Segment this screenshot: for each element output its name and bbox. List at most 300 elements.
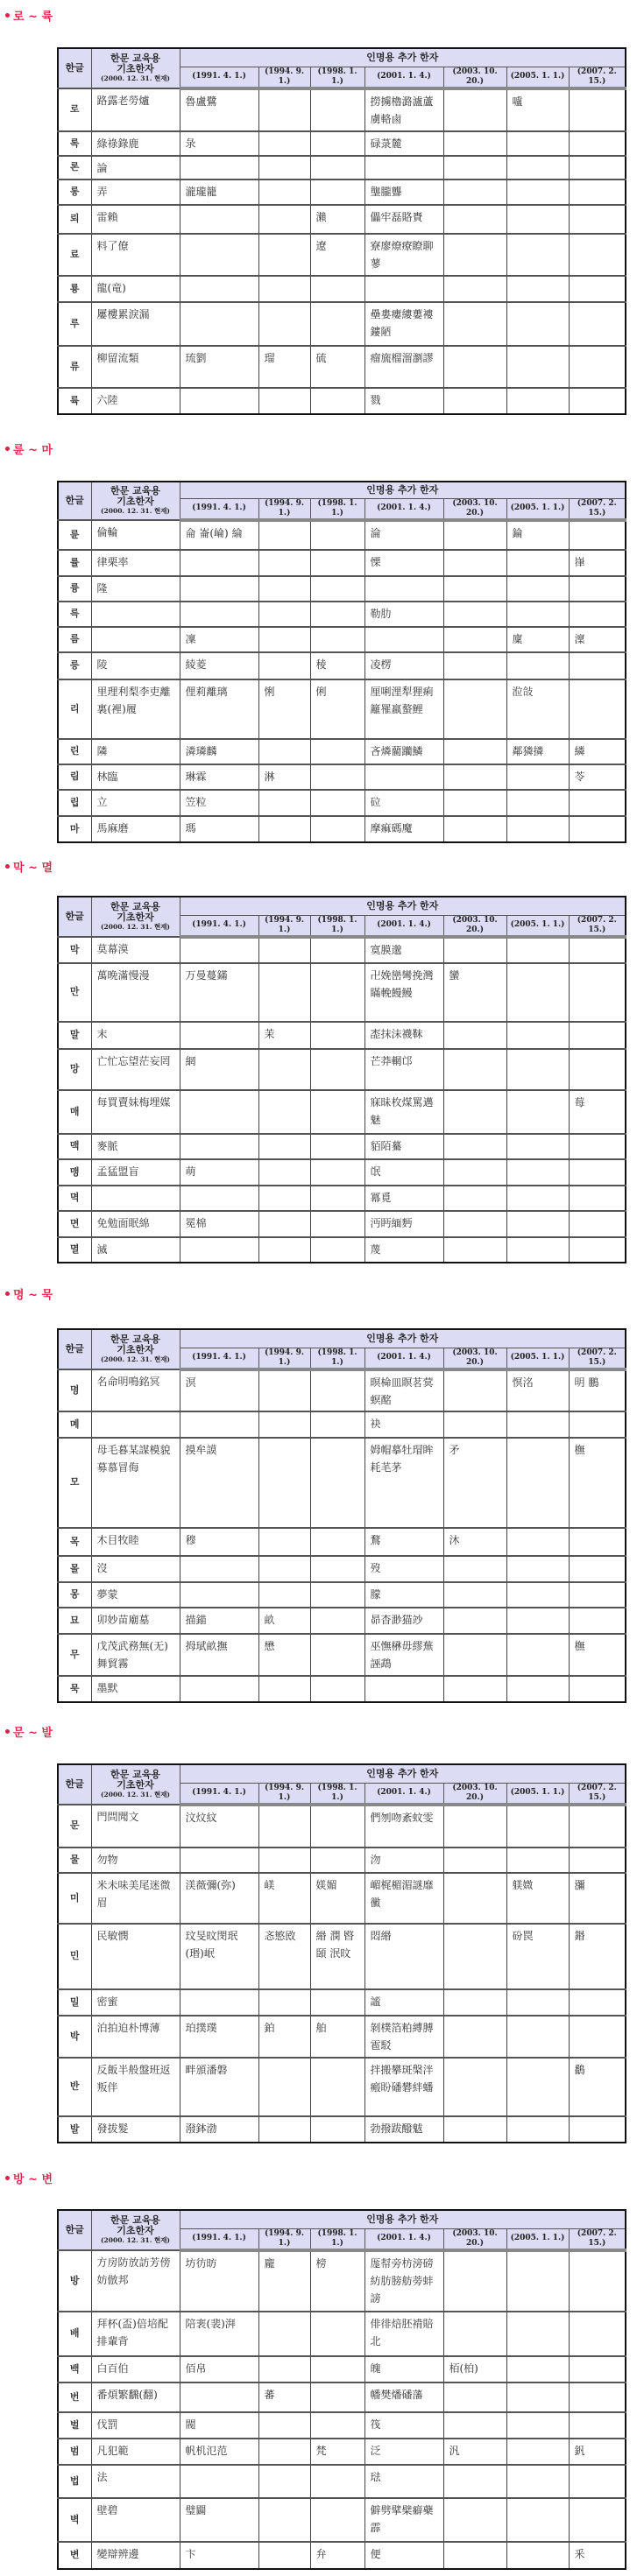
- hanja-cell: [569, 205, 626, 234]
- header-date: (2007. 2. 15.): [569, 2228, 626, 2250]
- table-row: [58, 816, 626, 842]
- hanja-cell: [258, 1186, 310, 1211]
- hanja-cell: 魄: [364, 2356, 443, 2382]
- hanja-cell: [443, 550, 506, 576]
- hanja-cell: [180, 1134, 258, 1159]
- hanja-cell: 芒莽輞邙: [364, 1049, 443, 1090]
- hanja-cell: 撈擄櫓潞瀘蘆虜輅鹵: [364, 88, 443, 131]
- hanja-cell: 拌搬攀斑槃泮瘢盼磻礬絆蟠: [364, 2058, 443, 2116]
- hanja-cell: [443, 1411, 506, 1438]
- hanja-cell: 瑪: [180, 816, 258, 842]
- hanja-cell: [258, 1805, 310, 1848]
- header-basic-hanja: [91, 482, 180, 520]
- table-row: [58, 1186, 626, 1211]
- hanja-cell: [569, 679, 626, 739]
- hangul-cell: 방: [58, 2250, 91, 2312]
- hanja-cell: [569, 2116, 626, 2143]
- hanja-cell: [310, 1582, 364, 1608]
- hanja-cell: [258, 302, 310, 346]
- hanja-cell: [506, 2412, 569, 2439]
- hanja-cell: 龐: [258, 2250, 310, 2312]
- hanja-cell: [506, 2439, 569, 2465]
- hangul-cell: 물: [58, 1848, 91, 1873]
- hanja-cell: 寐昧枚煤罵邁魅: [364, 1090, 443, 1134]
- hanja-cell: 瀨: [310, 205, 364, 234]
- hanja-cell: [364, 276, 443, 302]
- hangul-cell: 목: [58, 1528, 91, 1556]
- hanja-cell: [258, 602, 310, 627]
- hanja-cell: [506, 2116, 569, 2143]
- hanja-cell: 唜抹沫襪靺: [364, 1022, 443, 1049]
- bullet-icon: [5, 2176, 10, 2180]
- hanja-cell: [443, 302, 506, 346]
- hanja-cell: [258, 739, 310, 764]
- hanja-cell: [569, 1237, 626, 1263]
- hanja-cell: [569, 388, 626, 414]
- hangul-cell: 미: [58, 1873, 91, 1924]
- hanja-cell: [310, 816, 364, 842]
- hanja-cell: [258, 937, 310, 963]
- hanja-cell: 方房防放訪芳傍妨倣邦: [91, 2250, 180, 2312]
- hanja-cell: 貊陌驀: [364, 1134, 443, 1159]
- header-date: (2003. 10. 20.): [443, 915, 506, 937]
- hanja-cell: [506, 1022, 569, 1049]
- hanja-cell: [258, 2058, 310, 2116]
- header-basic-hanja: [91, 1329, 180, 1369]
- hangul-cell: 룡: [58, 276, 91, 302]
- hangul-cell: 막: [58, 937, 91, 963]
- hangul-cell: 립: [58, 790, 91, 816]
- hanja-cell: 母毛暮某謀模貌募慕冒侮: [91, 1438, 180, 1528]
- hanja-cell: [569, 963, 626, 1022]
- hanja-cell: [443, 179, 506, 205]
- header-date: (2003. 10. 20.): [443, 498, 506, 520]
- hanja-cell: [506, 2382, 569, 2412]
- hanja-cell: 反飯半般盤班返叛伴: [91, 2058, 180, 2116]
- hanja-cell: [443, 388, 506, 414]
- hanja-cell: [443, 156, 506, 179]
- hanja-cell: 凡犯範: [91, 2439, 180, 2465]
- hanja-cell: 剝樸箔粕縛膊雹駁: [364, 2016, 443, 2058]
- hangul-cell: 루: [58, 302, 91, 346]
- hanja-cell: [310, 1556, 364, 1582]
- hanja-cell: [569, 1848, 626, 1873]
- hanja-cell: [258, 234, 310, 276]
- hanja-cell: 砬: [364, 790, 443, 816]
- hanja-cell: [506, 1805, 569, 1848]
- hangul-cell: 멱: [58, 1186, 91, 1211]
- hanja-cell: 路露老勞爐: [91, 88, 180, 131]
- hanja-cell: 綾菱: [180, 652, 258, 679]
- hanja-cell: 戮: [364, 388, 443, 414]
- hanja-cell: [506, 2498, 569, 2542]
- header-basic-line1: 한문 교육용: [110, 1333, 160, 1345]
- hanja-cell: 鍲: [569, 1924, 626, 1989]
- hanja-cell: 弄: [91, 179, 180, 205]
- hanja-cell: 描錨: [180, 1608, 258, 1634]
- hanja-cell: 蠻: [443, 963, 506, 1022]
- hanja-cell: 稜: [310, 652, 364, 679]
- header-date: (1991. 4. 1.): [180, 1348, 258, 1369]
- table-row: [58, 1369, 626, 1411]
- header-date: (2003. 10. 20.): [443, 1348, 506, 1369]
- hanja-cell: 滅: [91, 1237, 180, 1263]
- hanja-cell: [180, 156, 258, 179]
- hanja-cell: [443, 790, 506, 816]
- hangul-cell: 로: [58, 88, 91, 131]
- hangul-cell: 료: [58, 234, 91, 276]
- hanja-cell: 汶炆紋: [180, 1805, 258, 1848]
- table-row: [58, 2250, 626, 2312]
- hanja-cell: [258, 2542, 310, 2569]
- hanja-cell: 蕃: [258, 2382, 310, 2412]
- hanja-cell: 躾媺: [506, 1873, 569, 1924]
- table-row: [58, 2116, 626, 2143]
- hanja-cell: 矛: [443, 1438, 506, 1528]
- hanja-cell: 魯盧鷺: [180, 88, 258, 131]
- hanja-cell: [569, 2465, 626, 2498]
- hanja-cell: 慄: [364, 550, 443, 576]
- header-date: (2003. 10. 20.): [443, 2228, 506, 2250]
- hanja-cell: [310, 2356, 364, 2382]
- hanja-cell: 俳徘焙胚褙賠北: [364, 2312, 443, 2356]
- hanja-cell: 鄰獜撛: [506, 739, 569, 764]
- hanja-cell: [180, 602, 258, 627]
- hanja-cell: [569, 1556, 626, 1582]
- header-date: (1991. 4. 1.): [180, 67, 258, 88]
- hanja-cell: [569, 2250, 626, 2312]
- hangul-cell: 륜: [58, 520, 91, 550]
- hanja-cell: [569, 2498, 626, 2542]
- section-title: [5, 858, 53, 875]
- header-date: (2001. 1. 4.): [364, 67, 443, 88]
- table-row: [58, 179, 626, 205]
- hanja-cell: [180, 1848, 258, 1873]
- hanja-cell: 律栗率: [91, 550, 180, 576]
- hanja-cell: [506, 1528, 569, 1556]
- bullet-icon: [5, 447, 10, 451]
- hangul-cell: 롱: [58, 179, 91, 205]
- hanja-cell: 里理利梨李吏離裏(裡)履: [91, 679, 180, 739]
- hanja-cell: [310, 764, 364, 790]
- hanja-cell: 暝椧皿瞑茗蓂螟酩: [364, 1369, 443, 1411]
- hanja-cell: 每買賣妹梅埋媒: [91, 1090, 180, 1134]
- hanja-cell: 歿: [364, 1556, 443, 1582]
- hanja-cell: [443, 2542, 506, 2569]
- header-date: (2007. 2. 15.): [569, 1348, 626, 1369]
- hanja-cell: 沐: [443, 1528, 506, 1556]
- hanja-cell: 密蜜: [91, 1989, 180, 2016]
- header-date: (2007. 2. 15.): [569, 1783, 626, 1805]
- header-date: (1991. 4. 1.): [180, 2228, 258, 2250]
- hanja-cell: [258, 1989, 310, 2016]
- hanja-cell: 侖 崙(崘) 綸: [180, 520, 258, 550]
- hanja-cell: [443, 1676, 506, 1702]
- header-added-hanja: 인명용 추가 한자: [180, 2210, 626, 2228]
- hanja-cell: [506, 1556, 569, 1582]
- header-date: (2001. 1. 4.): [364, 1783, 443, 1805]
- hanja-cell: 綠祿錄鹿: [91, 131, 180, 156]
- hanja-cell: 鉑: [258, 2016, 310, 2058]
- hanja-cell: 亡忙忘望茫妄罔: [91, 1049, 180, 1090]
- hanja-cell: [258, 1049, 310, 1090]
- hanja-cell: [506, 276, 569, 302]
- header-row: [58, 2210, 626, 2228]
- hanja-cell: [258, 576, 310, 602]
- hangul-cell: 몰: [58, 1556, 91, 1582]
- hanja-cell: [569, 1049, 626, 1090]
- header-date: (2005. 1. 1.): [506, 2228, 569, 2250]
- hanja-cell: [506, 1186, 569, 1211]
- hanja-cell: 釩: [569, 2439, 626, 2465]
- hanja-cell: [310, 1134, 364, 1159]
- hanja-table: [57, 481, 626, 843]
- hanja-cell: 拜杯(盃)倍培配排輩背: [91, 2312, 180, 2356]
- hanja-cell: [310, 550, 364, 576]
- hanja-cell: [180, 1022, 258, 1049]
- hanja-cell: [310, 1634, 364, 1676]
- hanja-cell: [258, 790, 310, 816]
- hanja-cell: [310, 1848, 364, 1873]
- header-basic-line2: 기초한자: [117, 1778, 154, 1791]
- table-row: [58, 205, 626, 234]
- hanja-cell: [506, 1848, 569, 1873]
- table-row: [58, 2356, 626, 2382]
- hanja-cell: 沔眄緬麪: [364, 1211, 443, 1237]
- hanja-cell: [443, 1186, 506, 1211]
- hanja-cell: [258, 131, 310, 156]
- hanja-cell: [258, 2116, 310, 2143]
- hanja-cell: [310, 2412, 364, 2439]
- header-hangul: 한글: [58, 48, 91, 88]
- hanja-cell: 遼: [310, 234, 364, 276]
- hanja-cell: [569, 276, 626, 302]
- table-row: [58, 1582, 626, 1608]
- hanja-cell: [310, 2312, 364, 2356]
- hanja-cell: [443, 346, 506, 388]
- header-row: [58, 897, 626, 915]
- hanja-cell: [506, 652, 569, 679]
- header-basic-hanja: [91, 1764, 180, 1805]
- table-row: [58, 1237, 626, 1263]
- hangul-cell: 발: [58, 2116, 91, 2143]
- hangul-cell: 벽: [58, 2498, 91, 2542]
- hanja-cell: 林臨: [91, 764, 180, 790]
- hanja-cell: 瀧瓏籠: [180, 179, 258, 205]
- hanja-cell: [91, 627, 180, 652]
- hanja-cell: [506, 302, 569, 346]
- hanja-cell: 勃撥跋醱魃: [364, 2116, 443, 2143]
- table-row: [58, 1924, 626, 1989]
- hanja-cell: 吝燐藺躪鱗: [364, 739, 443, 764]
- hanja-cell: [443, 739, 506, 764]
- header-added-hanja: 인명용 추가 한자: [180, 48, 626, 67]
- hangul-cell: 반: [58, 2058, 91, 2116]
- hanja-cell: 砏罠: [506, 1924, 569, 1989]
- hanja-cell: [569, 1676, 626, 1702]
- hanja-cell: [258, 179, 310, 205]
- hanja-cell: 明 鵬: [569, 1369, 626, 1411]
- hanja-cell: [180, 1090, 258, 1134]
- hanja-cell: [569, 234, 626, 276]
- bullet-icon: [5, 13, 10, 18]
- hanja-cell: 番煩繁飜(翻): [91, 2382, 180, 2412]
- hangul-cell: 몌: [58, 1411, 91, 1438]
- hanja-cell: 泊拍迫朴博薄: [91, 2016, 180, 2058]
- hanja-cell: 厖幇旁枋滂磅紡肪膀舫蒡蚌謗: [364, 2250, 443, 2312]
- table-row: [58, 679, 626, 739]
- hanja-cell: 珀撲璞: [180, 2016, 258, 2058]
- hanja-cell: 淋: [258, 764, 310, 790]
- hanja-cell: [91, 1186, 180, 1211]
- table-row: [58, 1528, 626, 1556]
- hanja-cell: [443, 816, 506, 842]
- hanja-cell: [258, 2498, 310, 2542]
- hanja-cell: 萬晩滿慢漫: [91, 963, 180, 1022]
- hanja-cell: 門問聞文: [91, 1805, 180, 1848]
- hanja-cell: 佰帛: [180, 2356, 258, 2382]
- hanja-cell: [506, 1049, 569, 1090]
- header-basic-date: (2000. 12. 31. 현재): [100, 1355, 170, 1363]
- hanja-cell: [310, 302, 364, 346]
- hanja-cell: 嵋梶楣湄謎靡黴: [364, 1873, 443, 1924]
- header-basic-line1: 한문 교육용: [110, 1768, 160, 1780]
- header-row: [58, 1764, 626, 1783]
- table-row: [58, 2058, 626, 2116]
- header-hangul: 한글: [58, 1329, 91, 1369]
- hangul-cell: 리: [58, 679, 91, 739]
- hanja-cell: [310, 1676, 364, 1702]
- hanja-cell: [506, 2058, 569, 2116]
- header-row: [58, 1329, 626, 1348]
- table-row: [58, 346, 626, 388]
- table-row: [58, 2542, 626, 2569]
- hanja-cell: [258, 2356, 310, 2382]
- hanja-cell: [506, 2016, 569, 2058]
- table-row: [58, 2439, 626, 2465]
- hanja-cell: 悶緡: [364, 1924, 443, 1989]
- hanja-cell: [506, 1582, 569, 1608]
- table-row: [58, 550, 626, 576]
- header-date: (1998. 1. 1.): [310, 498, 364, 520]
- hanja-cell: [443, 1369, 506, 1411]
- header-basic-line2: 기초한자: [117, 2224, 154, 2236]
- hangul-cell: 면: [58, 1211, 91, 1237]
- hanja-cell: [506, 576, 569, 602]
- hanja-cell: [258, 2465, 310, 2498]
- table-row: [58, 602, 626, 627]
- header-basic-line1: 한문 교육용: [110, 52, 160, 64]
- hanja-cell: [506, 2312, 569, 2356]
- hanja-cell: [258, 1411, 310, 1438]
- hanja-cell: [443, 1924, 506, 1989]
- hanja-cell: [310, 1159, 364, 1186]
- hanja-cell: 栢(柏): [443, 2356, 506, 2382]
- hanja-cell: 們刎吻紊蚊雯: [364, 1805, 443, 1848]
- hanja-cell: [506, 1134, 569, 1159]
- hanja-cell: [258, 816, 310, 842]
- hanja-cell: 璧闢: [180, 2498, 258, 2542]
- hangul-cell: 민: [58, 1924, 91, 1989]
- hanja-cell: 沕: [364, 1848, 443, 1873]
- hanja-cell: [443, 1022, 506, 1049]
- hanja-cell: 鷭: [569, 2058, 626, 2116]
- hanja-cell: 嚧: [506, 88, 569, 131]
- header-date: (1994. 9. 1.): [258, 915, 310, 937]
- hangul-cell: 멸: [58, 1237, 91, 1263]
- hanja-cell: [569, 1159, 626, 1186]
- header-date: (2003. 10. 20.): [443, 67, 506, 88]
- hanja-cell: [310, 1411, 364, 1438]
- hangul-cell: 번: [58, 2382, 91, 2412]
- hanja-cell: [443, 652, 506, 679]
- hanja-cell: [569, 576, 626, 602]
- hanja-cell: 忞慜敃: [258, 1924, 310, 1989]
- header-date: (2003. 10. 20.): [443, 1783, 506, 1805]
- hanja-cell: [569, 179, 626, 205]
- table-row: [58, 2412, 626, 2439]
- header-date: (2005. 1. 1.): [506, 1783, 569, 1805]
- hanja-cell: 幡樊燔磻藩: [364, 2382, 443, 2412]
- hanja-table: [57, 1763, 626, 2143]
- hanja-cell: [258, 1438, 310, 1528]
- hanja-cell: 凜: [180, 627, 258, 652]
- hanja-cell: [443, 1159, 506, 1186]
- table-row: [58, 276, 626, 302]
- hanja-cell: [258, 1582, 310, 1608]
- hanja-cell: [506, 1211, 569, 1237]
- header-hangul: 한글: [58, 482, 91, 520]
- hanja-cell: [443, 2412, 506, 2439]
- hanja-cell: 碌菉麓: [364, 131, 443, 156]
- header-basic-hanja: [91, 48, 180, 88]
- hanja-cell: 麥脈: [91, 1134, 180, 1159]
- hanja-cell: [258, 1134, 310, 1159]
- table-row: [58, 652, 626, 679]
- hanja-cell: 末: [91, 1022, 180, 1049]
- hanja-cell: [180, 1186, 258, 1211]
- header-added-hanja: 인명용 추가 한자: [180, 897, 626, 915]
- hanja-cell: [569, 2382, 626, 2412]
- hanja-cell: [310, 1805, 364, 1848]
- hanja-cell: 橅: [569, 1438, 626, 1528]
- hanja-cell: [180, 205, 258, 234]
- header-basic-line2: 기초한자: [117, 1343, 154, 1355]
- hanja-cell: [443, 679, 506, 739]
- hanja-table: [57, 896, 626, 1263]
- hanja-cell: [506, 2542, 569, 2569]
- hanja-cell: 免勉面眠綿: [91, 1211, 180, 1237]
- hanja-cell: 錀: [506, 520, 569, 550]
- table-row: [58, 2382, 626, 2412]
- hanja-cell: 嵄: [258, 1873, 310, 1924]
- hanja-cell: [443, 764, 506, 790]
- hanja-cell: 媄媚: [310, 1873, 364, 1924]
- header-date: (1994. 9. 1.): [258, 1783, 310, 1805]
- hanja-cell: 隣: [91, 739, 180, 764]
- hanja-cell: [258, 1556, 310, 1582]
- hanja-cell: [180, 1676, 258, 1702]
- hanja-cell: [569, 2356, 626, 2382]
- header-date: (2005. 1. 1.): [506, 915, 569, 937]
- hanja-cell: 卯妙苗廟墓: [91, 1608, 180, 1634]
- header-date: (2001. 1. 4.): [364, 915, 443, 937]
- hangul-cell: 법: [58, 2465, 91, 2498]
- hanja-cell: [310, 1989, 364, 2016]
- hanja-cell: [258, 2439, 310, 2465]
- hanja-cell: [180, 1556, 258, 1582]
- hanja-cell: [180, 2465, 258, 2498]
